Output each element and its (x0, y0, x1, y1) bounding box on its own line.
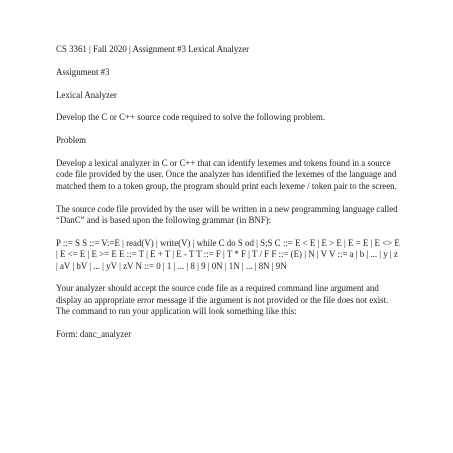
language-paragraph: The source code file provided by the user will be written in a new programming language called “DanC” and is based upon the following grammar (in BNF): (56, 203, 398, 225)
document-page (56, 44, 401, 352)
form-line: Form: danc_analyzer (56, 329, 132, 340)
document-header: CS 3361 | Fall 2020 | Assignment #3 Lexical Analyzer (56, 44, 250, 54)
requirements-paragraph: Your analyzer should accept the source code file as a required command line argument and display an appropriate error message if the argument is not provided or the file does not exist. The command to run your application will look something like this: (56, 283, 389, 317)
document-title: Lexical Analyzer (56, 89, 117, 100)
instruction-paragraph: Develop the C or C++ source code required to solve the following problem. (56, 112, 326, 123)
problem-paragraph: Develop a lexical analyzer in C or C++ that can identify lexemes and tokens found in a source code file provided by the user. Once the analyzer has identified the lexemes of the language and matched them to a token group, the program should print each lexeme / token pair to the screen. (56, 157, 397, 191)
problem-heading: Problem (56, 135, 87, 146)
grammar-paragraph: P ::= S S ::= V:=E | read(V) | write(V) | while C do S od | S;S C ::= E < E | E > E | E = E | E <> E | E <= E | E >= E E ::= T | E + T | E - T T ::= F | T * F | T / F F ::= (E) | N | V V ::= a | b | ... | y | z | aV | bV | ... | yV | zV N ::= 0 | 1 | ... | 8 | 9 | 0N | 1N | ... | 8N | 9N (56, 237, 400, 271)
assignment-number: Assignment #3 (56, 66, 110, 77)
